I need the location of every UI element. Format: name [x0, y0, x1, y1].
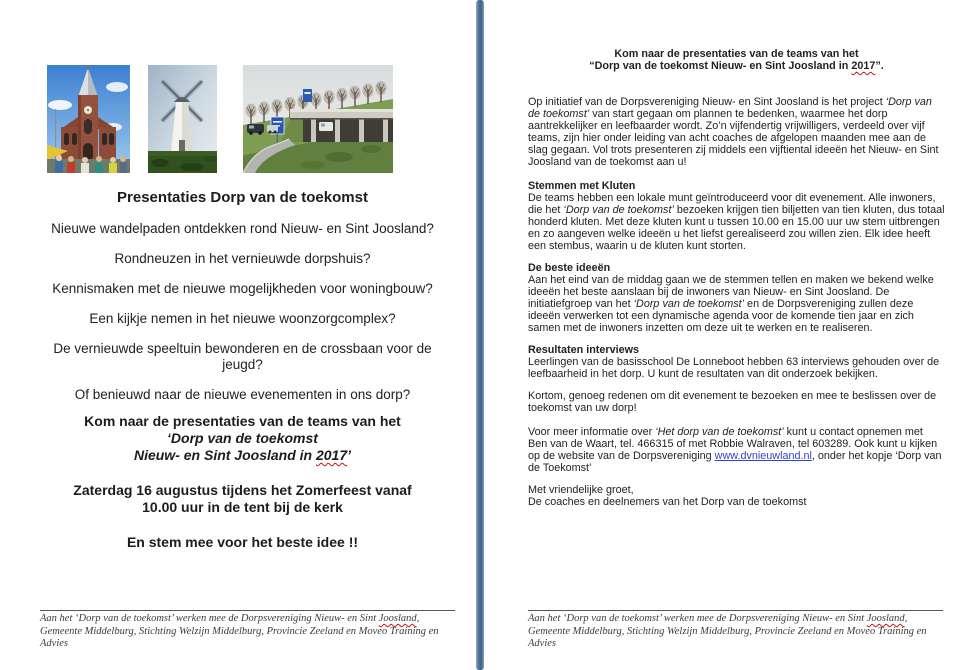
section-body: Aan het eind van de middag gaan we de stemmen tellen en maken we bekend welke ideeën het beste aanslaan bij de inwoners van Nieuw- en Sint Joosland. De initiatiefgroep van het ‘Dorp van de toekomst’ en de Dorpsvereniging zullen deze ideeën verwerken tot een dynamische agenda voor de komende tien jaar en zich samen met de inwoners inzetten om deze uit te werken en te realiseren. [528, 274, 934, 334]
footer-credits: Aan het ‘Dorp van de toekomst’ werken mee de Dorpsvereniging Nieuw- en Sint Joosland, Gemeente Middelburg, Stichting Welzijn Middelburg, Provincie Zeeland en Moveo Training en Advies [528, 610, 943, 651]
photo-row [47, 65, 450, 173]
question-line: De vernieuwde speeltuin bewonderen en de crossbaan voor de jeugd? [53, 341, 432, 372]
section-resultaten-interviews [528, 344, 945, 380]
question-line: Rondneuzen in het vernieuwde dorpshuis? [114, 251, 371, 266]
page-divider-bar [476, 0, 484, 670]
invite-line: Kom naar de presentaties van de teams van het [84, 413, 401, 429]
invite-line: Nieuw- en Sint Joosland in 2017’ [133, 447, 352, 463]
section-heading: Resultaten interviews [528, 344, 640, 356]
windmill-photo [148, 65, 217, 173]
greeting-line: De coaches en deelnemers van het Dorp van de toekomst [528, 496, 807, 508]
flyer-title: Presentaties Dorp van de toekomst [117, 189, 368, 206]
invite-line: ‘Dorp van de toekomst [167, 430, 318, 446]
question-line: Of benieuwd naar de nieuwe evenementen in ons dorp? [74, 387, 411, 402]
closing-line: En stem mee voor het beste idee !! [126, 534, 359, 550]
page-right [528, 0, 945, 670]
section-heading: De beste ideeën [528, 262, 611, 274]
date-block [35, 482, 450, 516]
church-photo [47, 65, 130, 173]
question-line: Nieuwe wandelpaden ontdekken rond Nieuw- en Sint Joosland? [51, 221, 434, 236]
question-line: Kennismaken met de nieuwe mogelijkheden voor woningbouw? [52, 281, 433, 296]
website-link[interactable]: www.dvnieuwland.nl [714, 450, 812, 462]
section-de-beste-ideeen [528, 262, 945, 334]
letter-header [528, 48, 945, 72]
highway-photo [243, 65, 393, 173]
invite-block [35, 413, 450, 464]
section-stemmen-met-kluten [528, 180, 945, 252]
section-body: Leerlingen van de basisschool De Lonneboot hebben 63 interviews gehouden over de leefbaarheid in het dorp. U kunt de resultaten van dit onderzoek bekijken. [528, 356, 940, 380]
kortom-paragraph: Kortom, genoeg redenen om dit evenement te bezoeken en mee te beslissen over de toekomst van uw dorp! [528, 390, 937, 414]
page-left [35, 0, 450, 670]
section-heading: Stemmen met Kluten [528, 180, 636, 192]
footer-credits: Aan het ‘Dorp van de toekomst’ werken mee de Dorpsvereniging Nieuw- en Sint Joosland, Gemeente Middelburg, Stichting Welzijn Middelburg, Provincie Zeeland en Moveo Training en Advies [40, 610, 455, 651]
date-line: 10.00 uur in de tent bij de kerk [142, 499, 343, 515]
letter-header-line: Kom naar de presentaties van de teams van het [614, 48, 859, 60]
greeting-block [528, 484, 945, 508]
greeting-line: Met vriendelijke groet, [528, 484, 634, 496]
letter-header-line: “Dorp van de toekomst Nieuw- en Sint Joosland in 2017”. [589, 60, 884, 72]
date-line: Zaterdag 16 augustus tijdens het Zomerfeest vanaf [73, 482, 412, 498]
intro-paragraph: Op initiatief van de Dorpsvereniging Nieuw- en Sint Joosland is het project ‘Dorp van de toekomst’ van start gegaan om plannen te bedenken, waarmee het dorp aantrekkelijker en leefbaarder wordt. Zo’n vijfendertig vrijwilligers, verdeeld over vijf teams, zijn hier onder leiding van acht coaches de afgelopen maanden mee aan de slag gegaan. Vol trots presenteren zij middels een vijftiental ideeën het Nieuw- en Sint Joosland van de toekomst aan u! [528, 96, 939, 168]
contact-info-paragraph: Voor meer informatie over ‘Het dorp van de toekomst’ kunt u contact opnemen met Ben van de Waart, tel. 466315 of met Robbie Walraven, tel 603289. Ook kunt u kijken op de website van de Dorpsvereniging www.dvnieuwland.nl, onder het kopje ‘Dorp van de Toekomst’ [528, 426, 942, 474]
question-line: Een kijkje nemen in het nieuwe woonzorgcomplex? [89, 311, 396, 326]
section-body: De teams hebben een lokale munt geïntroduceerd voor dit evenement. Alle inwoners, die het ‘Dorp van de toekomst’ bezoeken krijgen tien biljetten van tien kluten, dus totaal honderd kluten. Met deze kluten kunt u tussen 10.00 en 15.00 uur uw stem uitbrengen en zo aangeven welke ideeën u het liefst gerealiseerd zou willen zien. Elk idee heeft een stembus, waarin u de kluten kunt storten. [528, 192, 945, 252]
